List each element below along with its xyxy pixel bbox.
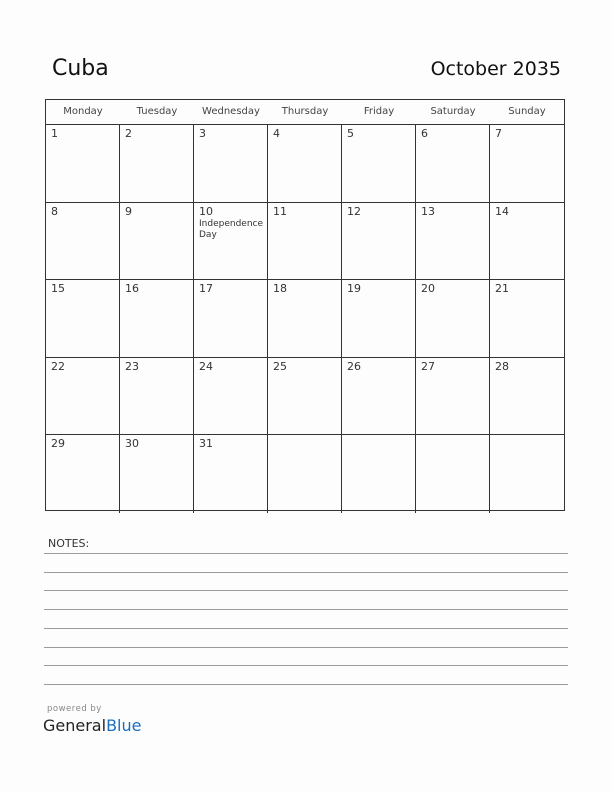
day-number: 28	[495, 359, 509, 373]
day-cell	[342, 125, 416, 202]
day-cell	[120, 203, 194, 280]
holiday-label: Independence Day	[199, 218, 264, 240]
day-cell	[120, 125, 194, 202]
day-number: 22	[51, 359, 65, 373]
day-number: 20	[421, 282, 435, 296]
day-cell	[268, 125, 342, 202]
generalblue-logo[interactable]	[43, 716, 141, 736]
day-cell	[490, 435, 564, 513]
day-cell	[342, 203, 416, 280]
day-number: 16	[125, 282, 139, 296]
weekday-header-row	[46, 100, 564, 125]
day-cell	[46, 358, 120, 435]
weekday-wednesday: Wednesday	[202, 106, 260, 117]
day-cell	[46, 203, 120, 280]
weekday-sunday: Sunday	[508, 106, 546, 117]
day-cell	[416, 203, 490, 280]
day-cell	[194, 203, 268, 280]
day-number: 19	[347, 282, 361, 296]
day-number: 12	[347, 204, 361, 218]
brand-general-text: General	[43, 716, 107, 735]
day-cell	[490, 280, 564, 357]
notes-line	[44, 647, 568, 648]
weekday-tuesday: Tuesday	[136, 106, 178, 117]
day-number: 4	[273, 127, 280, 140]
day-number: 13	[421, 204, 435, 218]
notes-line	[44, 590, 568, 591]
week-row	[46, 435, 564, 513]
calendar-grid	[45, 99, 565, 511]
weekday-friday: Friday	[363, 106, 395, 117]
day-number: 17	[199, 282, 213, 296]
weekday-saturday: Saturday	[430, 106, 476, 117]
week-row	[46, 203, 564, 281]
day-cell	[46, 435, 120, 513]
notes-line	[44, 684, 568, 685]
day-cell	[490, 125, 564, 202]
notes-line	[44, 665, 568, 666]
day-cell	[120, 435, 194, 513]
brand-blue-text: Blue	[106, 716, 142, 735]
day-cell	[490, 203, 564, 280]
notes-line	[44, 572, 568, 573]
day-cell	[194, 280, 268, 357]
day-cell	[490, 358, 564, 435]
day-cell	[268, 435, 342, 513]
day-cell	[416, 358, 490, 435]
week-row	[46, 358, 564, 436]
day-number: 21	[495, 282, 509, 296]
notes-line	[44, 628, 568, 629]
day-number: 2	[125, 127, 132, 140]
powered-by-text: powered by	[47, 704, 102, 714]
day-number: 18	[273, 282, 287, 296]
day-number: 10	[199, 204, 213, 218]
weekday-thursday: Thursday	[281, 106, 329, 117]
day-cell	[268, 203, 342, 280]
day-cell	[268, 358, 342, 435]
day-number: 11	[273, 204, 287, 218]
country-title: Cuba	[52, 56, 109, 81]
day-number: 5	[347, 127, 354, 140]
day-cell	[416, 125, 490, 202]
notes-line	[44, 609, 568, 610]
day-number: 31	[199, 437, 213, 451]
day-number: 25	[273, 359, 287, 373]
week-row	[46, 280, 564, 358]
day-number: 23	[125, 359, 139, 373]
day-number: 24	[199, 359, 213, 373]
day-number: 14	[495, 204, 509, 218]
day-cell	[342, 280, 416, 357]
day-cell	[416, 280, 490, 357]
day-cell	[268, 280, 342, 357]
notes-line	[44, 553, 568, 554]
notes-label: NOTES:	[48, 537, 90, 550]
day-number: 30	[125, 437, 139, 451]
day-number: 15	[51, 282, 65, 296]
day-number: 6	[421, 127, 428, 140]
day-cell	[194, 125, 268, 202]
calendar-weeks	[46, 125, 564, 513]
day-cell	[194, 358, 268, 435]
day-cell	[194, 435, 268, 513]
day-number: 29	[51, 437, 65, 451]
day-cell	[46, 125, 120, 202]
day-cell	[416, 435, 490, 513]
day-number: 1	[51, 127, 58, 140]
day-number: 7	[495, 127, 502, 140]
day-number: 8	[51, 204, 58, 218]
month-year-title: October 2035	[430, 58, 561, 80]
day-number: 3	[199, 127, 206, 140]
weekday-monday: Monday	[63, 106, 103, 117]
day-number: 27	[421, 359, 435, 373]
day-cell	[342, 435, 416, 513]
day-number: 9	[125, 204, 132, 218]
day-cell	[120, 358, 194, 435]
day-cell	[342, 358, 416, 435]
week-row	[46, 125, 564, 203]
day-cell	[46, 280, 120, 357]
day-number: 26	[347, 359, 361, 373]
day-cell	[120, 280, 194, 357]
